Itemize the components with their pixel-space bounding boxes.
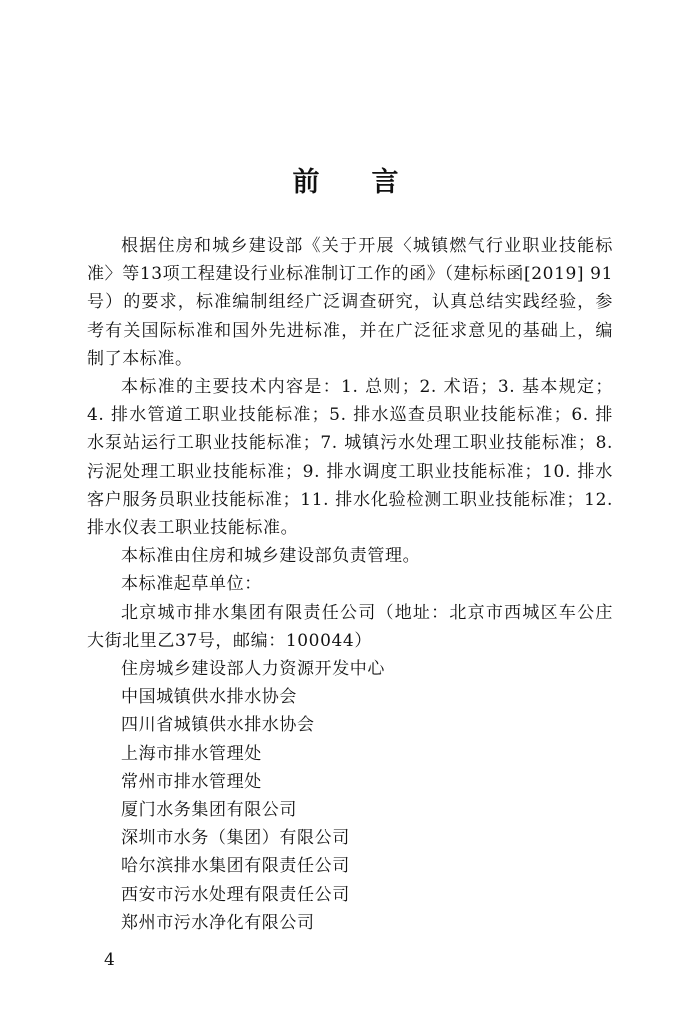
drafting-units-list [87, 655, 613, 937]
list-item: 厦门水务集团有限公司 [121, 800, 297, 821]
list-item: 中国城镇供水排水协会 [121, 687, 297, 708]
list-item: 住房城乡建设部人力资源开发中心 [121, 659, 385, 680]
paragraph-management: 本标准由住房和城乡建设部负责管理。 [121, 546, 421, 567]
page-number: 4 [104, 950, 115, 970]
page-title: 前言 [292, 167, 451, 198]
paragraph-background: 根据住房和城乡建设部《关于开展〈城镇燃气行业职业技能标准〉等13项工程建设行业标准制订工作的函》（建标标函[2019] 91号）的要求，标准编制组经广泛调查研究，认真总结实践经验，参考有关国际标准和国外先进标准，并在广泛征求意见的基础上，编制了本标准。 [87, 236, 613, 369]
list-item: 常州市排水管理处 [121, 771, 262, 792]
list-item: 郑州市污水净化有限公司 [121, 912, 315, 933]
lead-drafting-unit: 北京城市排水集团有限责任公司（地址：北京市西城区车公庄大街北里乙37号，邮编：100044） [87, 602, 613, 651]
document-body [87, 232, 613, 937]
list-item: 西安市污水处理有限责任公司 [121, 884, 350, 905]
paragraph-drafting-units-heading: 本标准起草单位： [121, 574, 262, 595]
paragraph-technical-contents: 本标准的主要技术内容是：1. 总则；2. 术语；3. 基本规定；4. 排水管道工职业技能标准；5. 排水巡查员职业技能标准；6. 排水泵站运行工职业技能标准；7. 城镇污水处理工职业技能标准；8. 污泥处理工职业技能标准；9. 排水调度工职业技能标准；10. 排水客户服务员职业技能标准；11. 排水化验检测工职业技能标准；12. 排水仪表工职业技能标准。 [87, 377, 613, 539]
list-item: 哈尔滨排水集团有限责任公司 [121, 856, 350, 877]
list-item: 深圳市水务（集团）有限公司 [121, 828, 350, 849]
list-item: 四川省城镇供水排水协会 [121, 715, 315, 736]
list-item: 上海市排水管理处 [121, 743, 262, 764]
